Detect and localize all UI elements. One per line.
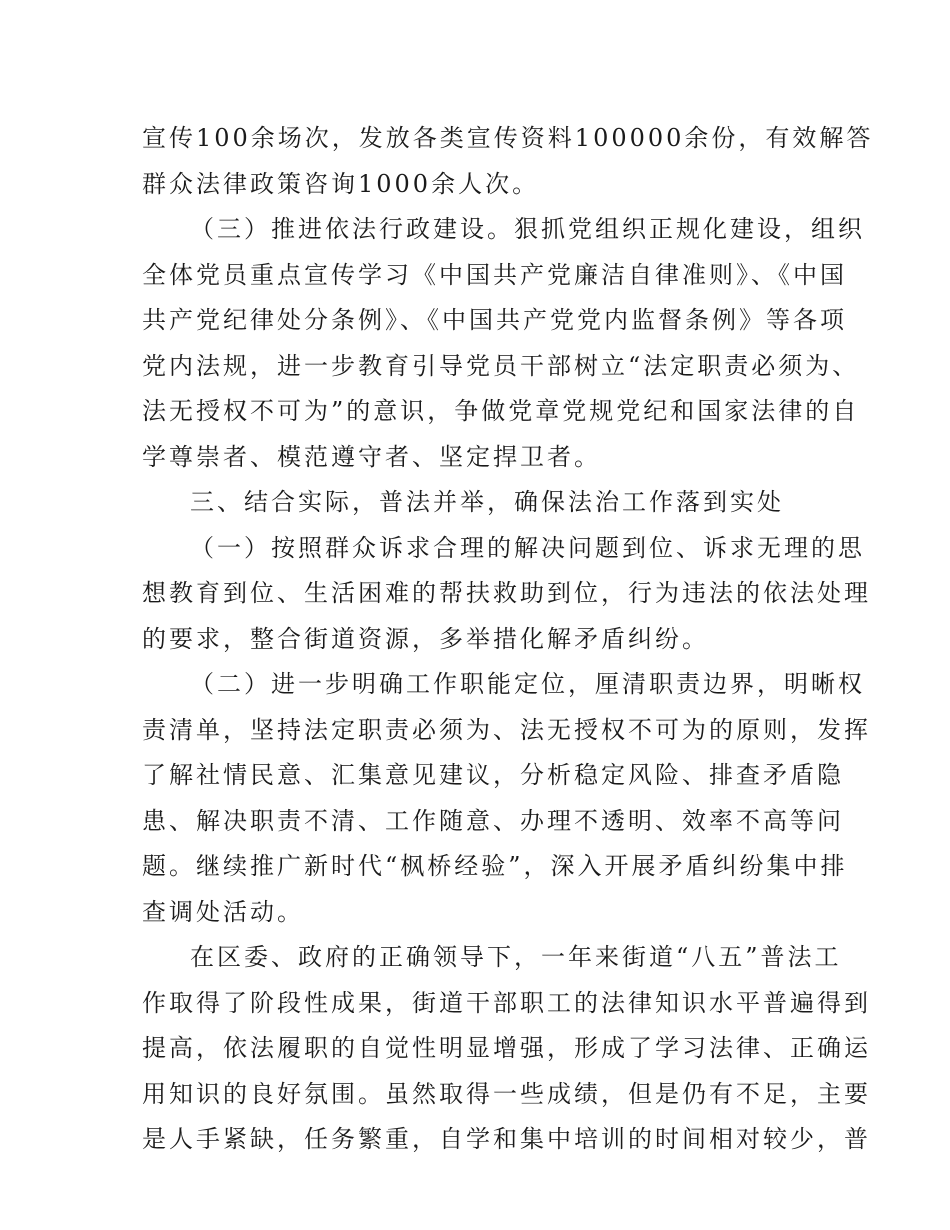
text-line: 了解社情民意、汇集意见建议，分析稳定风险、排查矛盾隐 <box>142 761 844 789</box>
text-line: 法无授权不可为”的意识，争做党章党规党纪和国家法律的自 <box>142 397 860 425</box>
text-line: 想教育到位、生活困难的帮扶救助到位，行为违法的依法处理 <box>142 579 871 607</box>
text-line: 提高，依法履职的自觉性明显增强，形成了学习法律、正确运 <box>142 1034 871 1062</box>
section-heading: （三）推进依法行政建设。狠抓党组织正规化建设，组织 <box>190 215 865 243</box>
text-line: 用知识的良好氛围。虽然取得一些成绩，但是仍有不足，主要 <box>142 1079 871 1108</box>
body-text <box>142 116 874 1163</box>
section-heading: （二）进一步明确工作职能定位，厘清职责边界，明晰权 <box>190 670 865 698</box>
text-line: 群众法律政策咨询1000余人次。 <box>142 169 540 198</box>
chapter-heading: 三、结合实际，普法并举，确保法治工作落到实处 <box>190 488 784 516</box>
text-line: 是人手紧缺，任务繁重，自学和集中培训的时间相对较少，普 <box>142 1125 871 1153</box>
section-heading: （一）按照群众诉求合理的解决问题到位、诉求无理的思 <box>190 533 865 562</box>
text-line: 患、解决职责不清、工作随意、办理不透明、效率不高等问 <box>142 806 844 835</box>
text-line: 责清单，坚持法定职责必须为、法无授权不可为的原则，发挥 <box>142 715 871 744</box>
paragraph-start: 在区委、政府的正确领导下，一年来街道“八五”普法工 <box>190 943 842 971</box>
text-line: 宣传100余场次，发放各类宣传资料100000余份，有效解答 <box>142 124 874 152</box>
text-line: 学尊崇者、模范遵守者、坚定捍卫者。 <box>142 442 601 471</box>
text-line: 共产党纪律处分条例》、《中国共产党党内监督条例》等各项 <box>142 306 847 334</box>
text-line: 查调处活动。 <box>142 897 304 926</box>
text-line: 题。继续推广新时代“枫桥经验”，深入开展矛盾纠纷集中排 <box>142 852 848 880</box>
text-line: 全体党员重点宣传学习《中国共产党廉洁自律准则》、《中国 <box>142 260 847 289</box>
text-line: 作取得了阶段性成果，街道干部职工的法律知识水平普遍得到 <box>142 988 871 1017</box>
text-line: 党内法规，进一步教育引导党员干部树立“法定职责必须为、 <box>142 351 860 380</box>
text-line: 的要求，整合街道资源，多举措化解矛盾纠纷。 <box>142 624 709 653</box>
